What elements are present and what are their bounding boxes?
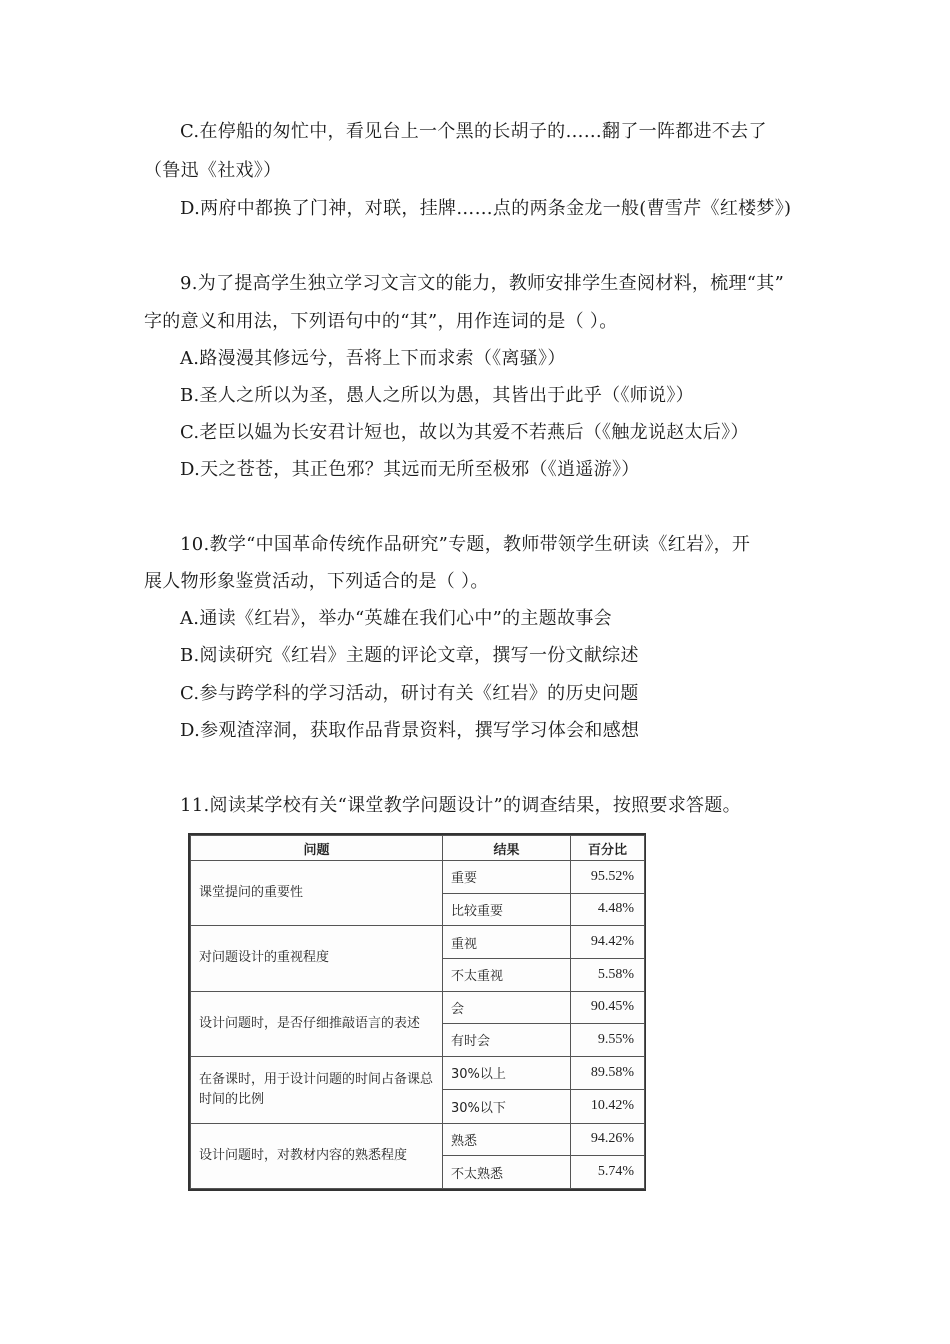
result-cell: 重视	[443, 926, 571, 959]
survey-table-grid	[190, 835, 645, 1189]
result-cell: 不太熟悉	[443, 1156, 571, 1189]
q10-stem-line2: 展人物形象鉴赏活动，下列适合的是（ ）。	[144, 571, 489, 592]
percent-cell: 5.74%	[571, 1156, 645, 1189]
q9-option-d: D.天之苍苍，其正色邪？其远而无所至极邪（《逍遥游》）	[180, 459, 640, 480]
q10-option-c: C.参与跨学科的学习活动，研讨有关《红岩》的历史问题	[180, 683, 639, 704]
table-row	[191, 1056, 645, 1089]
header-result: 结果	[443, 836, 571, 861]
survey-table	[188, 833, 646, 1191]
table-row	[191, 861, 645, 894]
result-cell: 30%以上	[443, 1056, 571, 1089]
question-cell: 设计问题时，是否仔细推敲语言的表述	[191, 991, 443, 1056]
q10-stem-line1: 10.教学“中国革命传统作品研究”专题，教师带领学生研读《红岩》，开	[180, 534, 751, 555]
percent-cell: 94.26%	[571, 1123, 645, 1156]
q10-option-d: D.参观渣滓洞，获取作品背景资料，撰写学习体会和感想	[180, 720, 640, 741]
q9-stem-line1: 9.为了提高学生独立学习文言文的能力，教师安排学生查阅材料，梳理“其”	[180, 273, 785, 294]
result-cell: 重要	[443, 861, 571, 894]
table-row	[191, 991, 645, 1024]
result-cell: 有时会	[443, 1024, 571, 1057]
percent-cell: 4.48%	[571, 893, 645, 926]
percent-cell: 90.45%	[571, 991, 645, 1024]
question-cell: 课堂提问的重要性	[191, 861, 443, 926]
percent-cell: 89.58%	[571, 1056, 645, 1089]
q9-option-c: C.老臣以媪为长安君计短也，故以为其爱不若燕后（《触龙说赵太后》）	[180, 422, 749, 443]
q8-option-d: D.两府中都换了门神，对联，挂牌……点的两条金龙一般(曹雪芹《红楼梦》)	[180, 198, 792, 219]
q8-option-c-line2: （鲁迅《社戏》）	[144, 160, 282, 181]
result-cell: 不太重视	[443, 958, 571, 991]
table-row	[191, 1123, 645, 1156]
q8-option-c-line1: C.在停船的匆忙中，看见台上一个黑的长胡子的……翻了一阵都进不去了	[180, 121, 767, 142]
percent-cell: 5.58%	[571, 958, 645, 991]
q9-option-b: B.圣人之所以为圣，愚人之所以为愚，其皆出于此乎（《师说》）	[180, 385, 694, 406]
table-header-row	[191, 836, 645, 861]
question-cell: 在备课时，用于设计问题的时间占备课总时间的比例	[191, 1056, 443, 1123]
q10-option-b: B.阅读研究《红岩》主题的评论文章，撰写一份文献综述	[180, 645, 639, 666]
table-row	[191, 926, 645, 959]
result-cell: 熟悉	[443, 1123, 571, 1156]
q9-option-a: A.路漫漫其修远兮，吾将上下而求索（《离骚》）	[180, 348, 566, 369]
result-cell: 比较重要	[443, 893, 571, 926]
percent-cell: 10.42%	[571, 1090, 645, 1123]
percent-cell: 94.42%	[571, 926, 645, 959]
result-cell: 会	[443, 991, 571, 1024]
q10-option-a: A.通读《红岩》，举办“英雄在我们心中”的主题故事会	[180, 608, 612, 629]
q11-stem: 11.阅读某学校有关“课堂教学问题设计”的调查结果，按照要求答题。	[180, 795, 741, 816]
question-cell: 对问题设计的重视程度	[191, 926, 443, 991]
header-question: 问题	[191, 836, 443, 861]
question-cell: 设计问题时，对教材内容的熟悉程度	[191, 1123, 443, 1188]
percent-cell: 95.52%	[571, 861, 645, 894]
header-percent: 百分比	[571, 836, 645, 861]
percent-cell: 9.55%	[571, 1024, 645, 1057]
q9-stem-line2: 字的意义和用法，下列语句中的“其”，用作连词的是（ ）。	[144, 311, 618, 332]
result-cell: 30%以下	[443, 1090, 571, 1123]
